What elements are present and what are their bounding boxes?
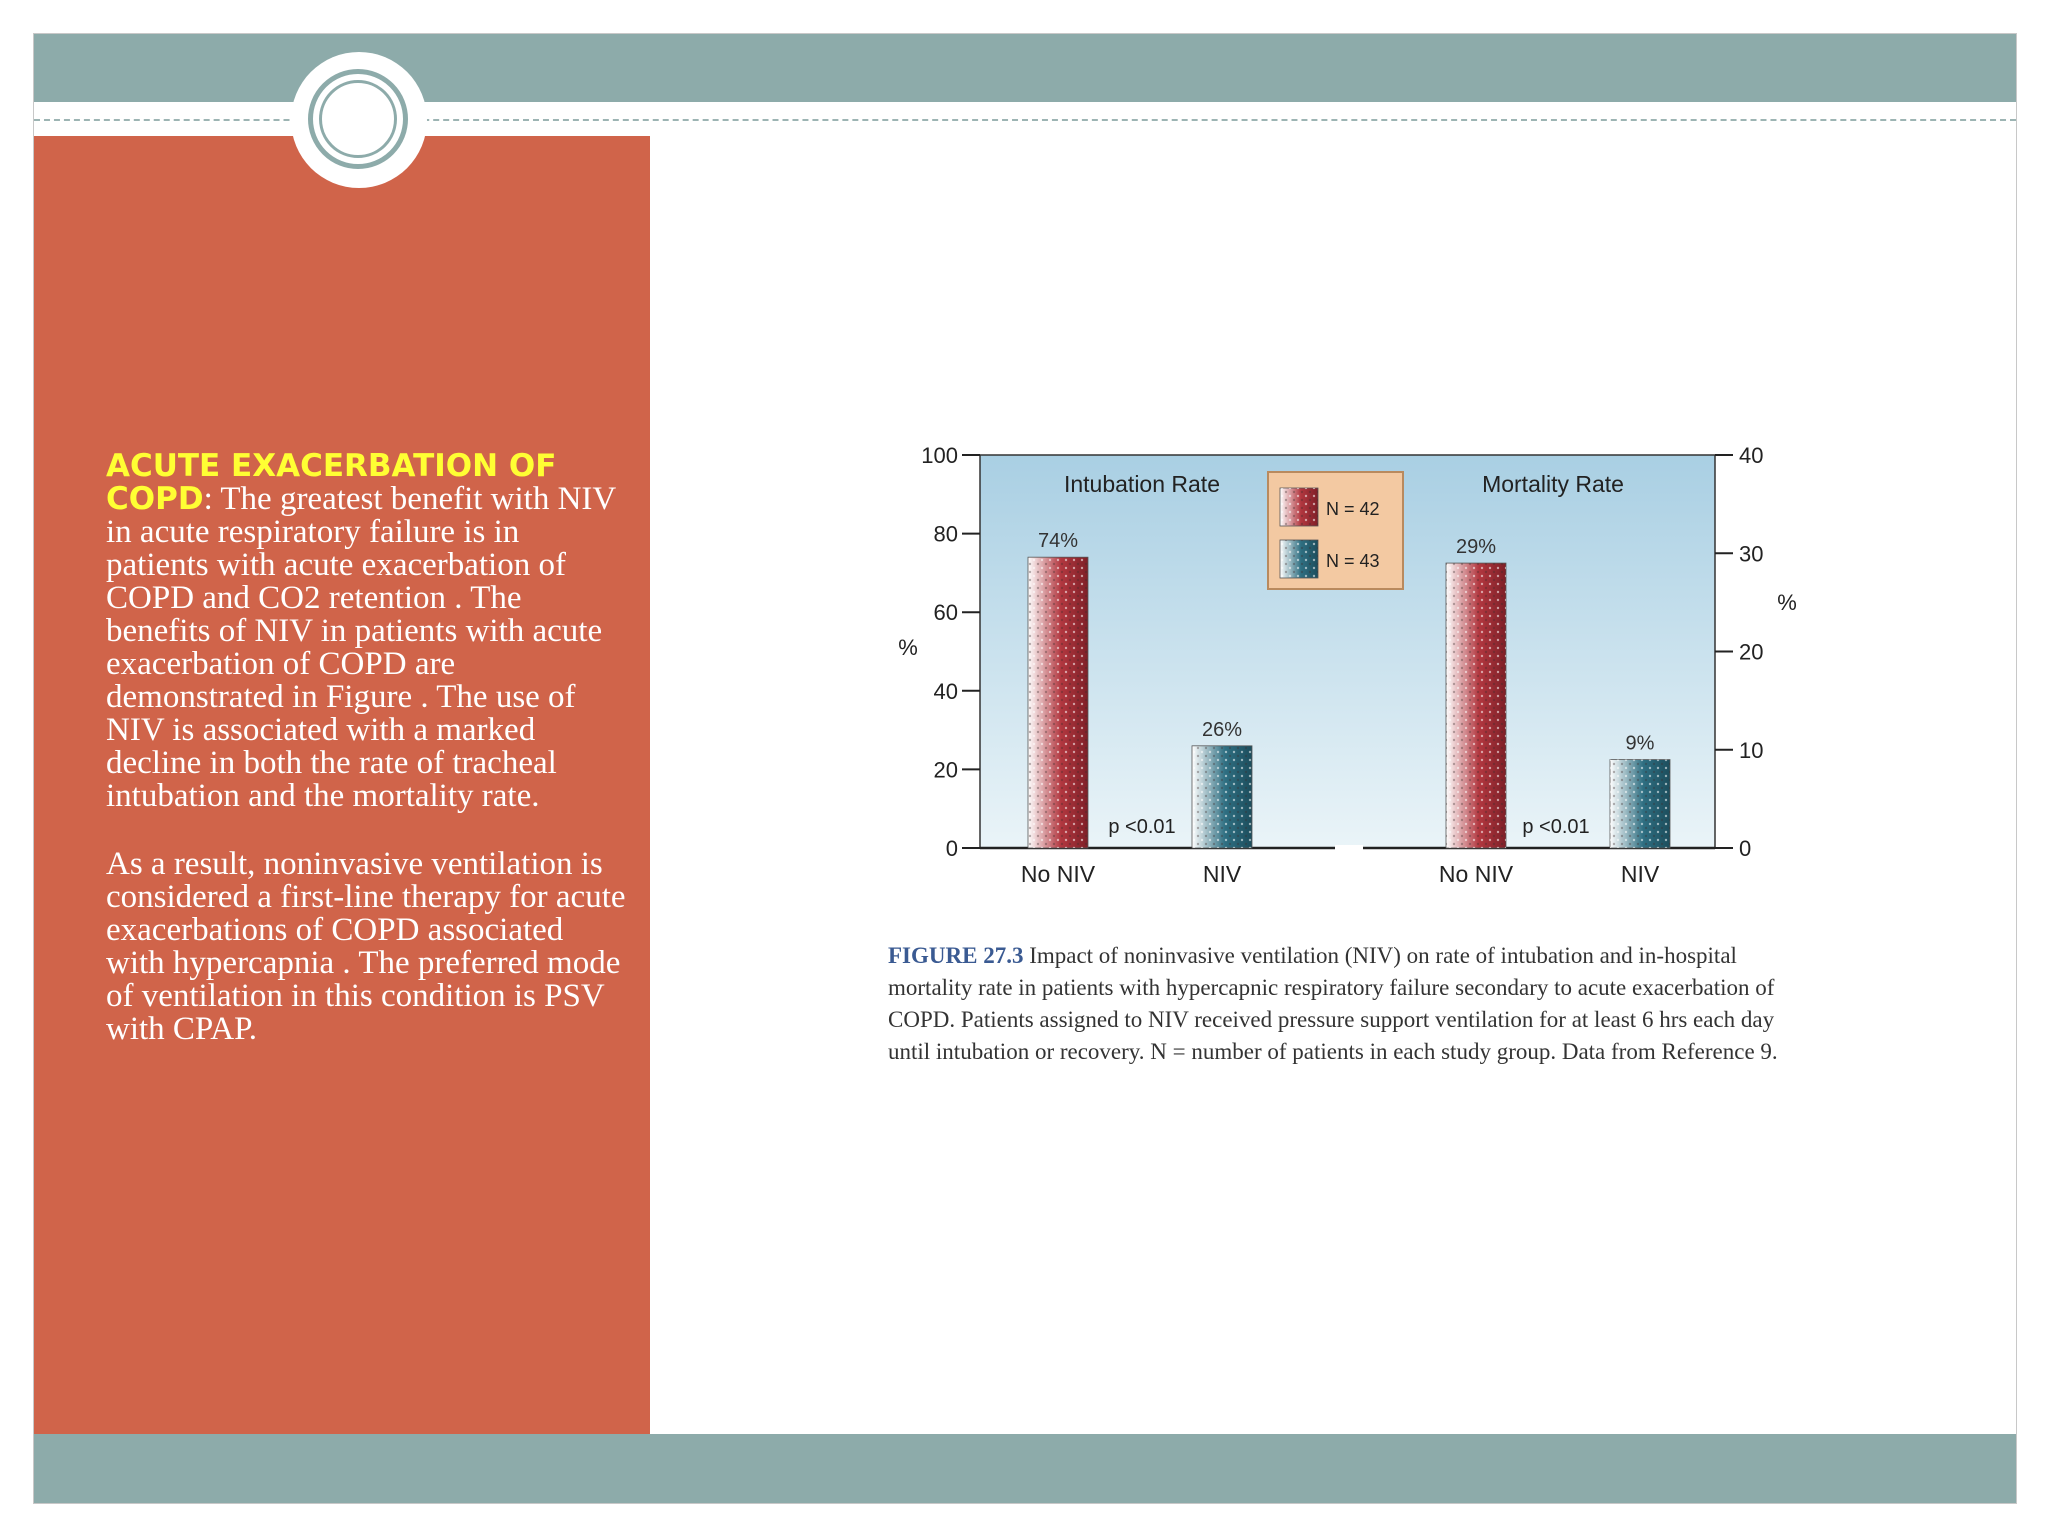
- legend-label: N = 43: [1326, 551, 1380, 571]
- body-text: [106, 450, 626, 1046]
- x-category-label: NIV: [1620, 861, 1660, 887]
- circle-ornament-inner: [319, 80, 397, 158]
- bar-texture: [1610, 760, 1670, 848]
- x-category-label: No NIV: [1438, 861, 1514, 887]
- legend-swatch-texture: [1280, 540, 1318, 578]
- heading-highlight: ACUTE EXACERBATION OF COPD: [106, 448, 557, 517]
- figure-label: FIGURE 27.3: [888, 943, 1024, 968]
- bar-texture: [1446, 563, 1506, 848]
- p-value-annotation: p <0.01: [1522, 816, 1590, 838]
- bar-texture: [1192, 746, 1252, 848]
- y-tick-label-left: 100: [921, 443, 958, 468]
- y-tick-label-left: 80: [933, 521, 958, 547]
- legend-swatch-texture: [1280, 488, 1318, 526]
- x-category-label: NIV: [1202, 861, 1242, 887]
- niv-bar-chart: [880, 430, 1880, 900]
- figure-caption: [888, 940, 1808, 1068]
- axis-break: [1335, 845, 1363, 853]
- y-tick-label-left: 20: [933, 757, 958, 783]
- y-tick-label-right: 30: [1739, 541, 1764, 567]
- panel-title: Intubation Rate: [1063, 471, 1221, 497]
- paragraph-2: As a result, noninvasive ventilation is considered a first-line therapy for acute exacerbations of COPD associated with hypercapnia . The preferred mode of ventilation in this condition is PSV with CPAP.: [106, 846, 626, 1047]
- p-value-annotation: p <0.01: [1108, 816, 1176, 838]
- x-category-label: No NIV: [1020, 861, 1096, 887]
- figure-caption-text: Impact of noninvasive ventilation (NIV) on rate of intubation and in-hospital mortality rate in patients with hypercapnic respiratory failure secondary to acute exacerbation of COPD. Patients assigned to NIV received pressure support ventilation for at least 6 hrs each day until intubation or recovery. N = number of patients in each study group. Data from Reference 9.: [888, 943, 1778, 1064]
- bar-value-label: 26%: [1201, 718, 1243, 741]
- panel-title: Mortality Rate: [1482, 471, 1624, 497]
- bar-value-label: 74%: [1037, 530, 1079, 553]
- bar-value-label: 29%: [1455, 536, 1497, 559]
- bar-value-label: 9%: [1625, 732, 1655, 755]
- paragraph-1-text: : The greatest benefit with NIV in acute respiratory failure is in patients with acute exacerbation of COPD and CO2 retention . The benefits of NIV in patients with acute exacerbation of COPD are demonstrated in Figure . The use of NIV is associated with a marked decline in both the rate of tracheal intubation and the mortality rate.: [106, 481, 616, 814]
- y-tick-label-left: 40: [933, 678, 958, 704]
- y-tick-label-right: 40: [1739, 443, 1764, 468]
- legend-label: N = 42: [1326, 499, 1380, 519]
- bar-texture: [1028, 557, 1088, 848]
- y-axis-label-right: %: [1777, 590, 1797, 615]
- y-tick-label-left: 60: [933, 600, 958, 626]
- y-axis-label-left: %: [898, 635, 918, 660]
- y-tick-label-left: 0: [945, 836, 958, 861]
- y-tick-label-right: 20: [1739, 639, 1764, 665]
- y-tick-label-right: 10: [1739, 737, 1764, 763]
- paragraph-1: [106, 450, 626, 813]
- y-tick-label-right: 0: [1739, 836, 1752, 861]
- bottom-accent-band: [34, 1434, 2016, 1503]
